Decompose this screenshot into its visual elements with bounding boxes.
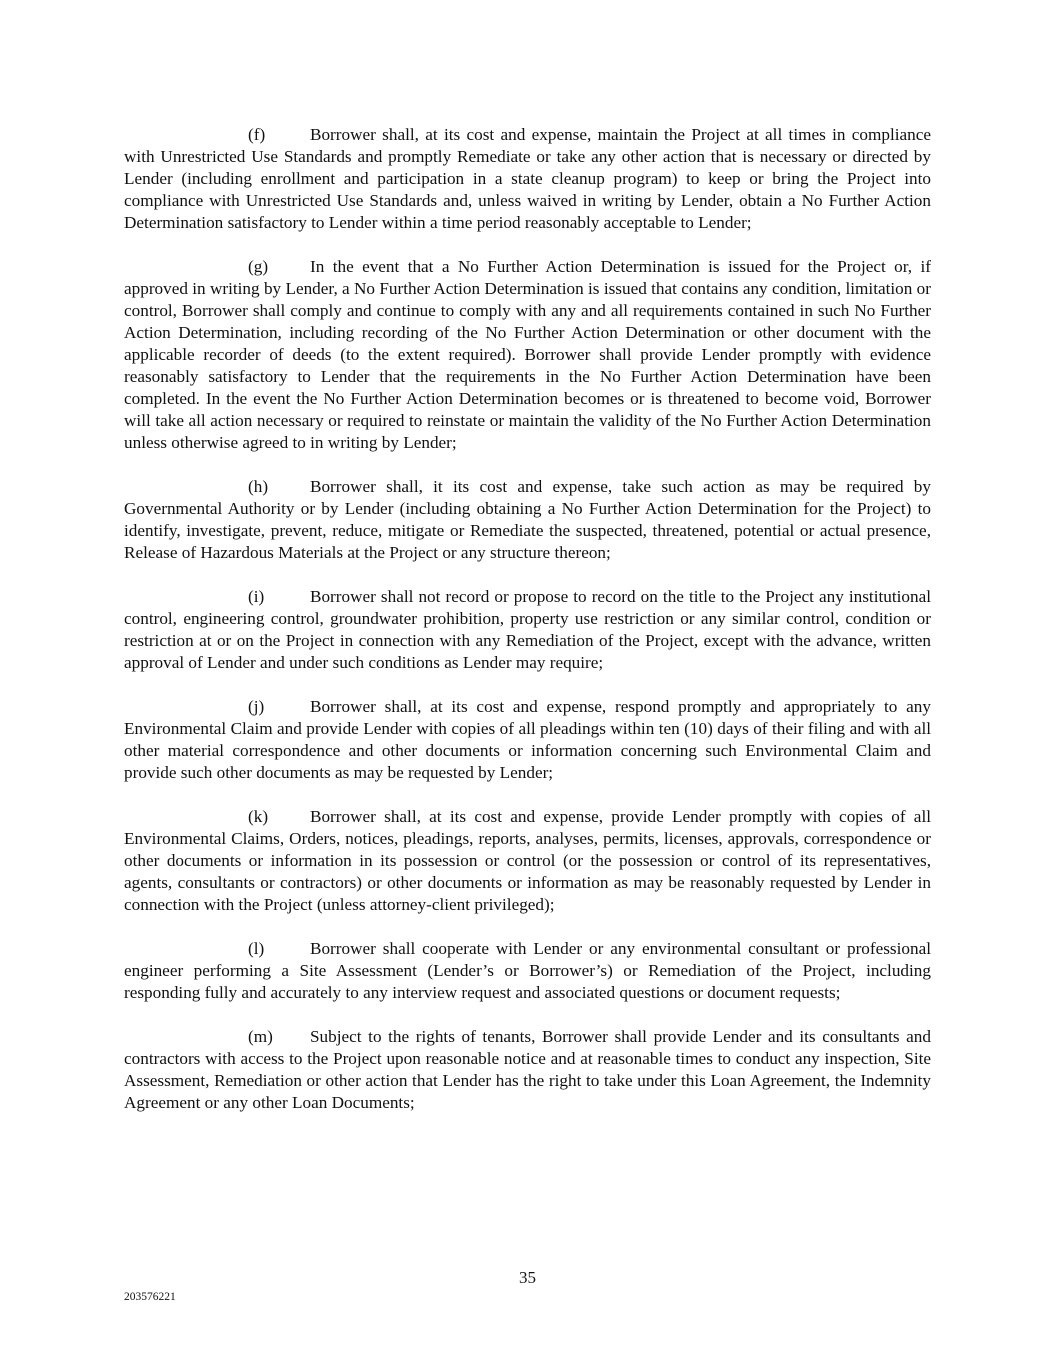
paragraph-text: In the event that a No Further Action Determination is issued for the Project or, if approved in writing by Lender, a No Further Action Determination is issued that contains any condition, limitation or control, Borrower shall comply and continue to comply with any and all requirements contained in such No Further Action Determination, including recording of the No Further Action Determination or other document with the applicable recorder of deeds (to the extent required). Borrower shall provide Lender promptly with evidence reasonably satisfactory to Lender that the requirements in the No Further Action Determination have been completed. In the event the No Further Action Determination becomes or is threatened to become void, Borrower will take all action necessary or required to reinstate or maintain the validity of the No Further Action Determination unless otherwise agreed to in writing by Lender; — [124, 257, 931, 452]
paragraph-k — [124, 806, 931, 916]
page-number: 35 — [519, 1268, 536, 1287]
paragraph-f — [124, 124, 931, 234]
paragraph-l — [124, 938, 931, 1004]
paragraph-label: (j) — [248, 697, 265, 716]
paragraph-label: (f) — [248, 125, 266, 144]
paragraph-label: (g) — [248, 257, 269, 276]
document-id: 203576221 — [124, 1291, 176, 1303]
paragraph-text: Borrower shall, at its cost and expense, maintain the Project at all times in compliance with Unrestricted Use Standards and promptly Remediate or take any other action that is necessary or directed by Lender (including enrollment and participation in a state cleanup program) to keep or bring the Project into compliance with Unrestricted Use Standards and, unless waived in writing by Lender, obtain a No Further Action Determination satisfactory to Lender within a time period reasonably acceptable to Lender; — [124, 125, 931, 232]
paragraph-i — [124, 586, 931, 674]
paragraph-label: (h) — [248, 477, 269, 496]
paragraph-g — [124, 256, 931, 454]
paragraph-m — [124, 1026, 931, 1114]
paragraph-text: Borrower shall, it its cost and expense, take such action as may be required by Governmental Authority or by Lender (including obtaining a No Further Action Determination for the Project) to identify, investigate, prevent, reduce, mitigate or Remediate the suspected, threatened, potential or actual presence, Release of Hazardous Materials at the Project or any structure thereon; — [124, 477, 931, 562]
paragraph-label: (k) — [248, 807, 269, 826]
paragraph-text: Borrower shall, at its cost and expense, respond promptly and appropriately to any Environmental Claim and provide Lender with copies of all pleadings within ten (10) days of their filing and with all other material correspondence and other documents or information concerning such Environmental Claim and provide such other documents as may be requested by Lender; — [124, 697, 931, 782]
paragraph-label: (i) — [248, 587, 265, 606]
paragraph-label: (l) — [248, 939, 265, 958]
paragraph-h — [124, 476, 931, 564]
paragraph-text: Subject to the rights of tenants, Borrower shall provide Lender and its consultants and contractors with access to the Project upon reasonable notice and at reasonable times to conduct any inspection, Site Assessment, Remediation or other action that Lender has the right to take under this Loan Agreement, the Indemnity Agreement or any other Loan Documents; — [124, 1027, 931, 1112]
body-text — [124, 124, 931, 1136]
paragraph-text: Borrower shall not record or propose to record on the title to the Project any institutional control, engineering control, groundwater prohibition, property use restriction or any similar control, condition or restriction at or on the Project in connection with any Remediation of the Project, except with the advance, written approval of Lender and under such conditions as Lender may require; — [124, 587, 931, 672]
paragraph-text: Borrower shall, at its cost and expense, provide Lender promptly with copies of all Environmental Claims, Orders, notices, pleadings, reports, analyses, permits, licenses, approvals, correspondence or other documents or information in its possession or control (or the possession or control of its representatives, agents, consultants or contractors) or other documents or information as may be reasonably requested by Lender in connection with the Project (unless attorney-client privileged); — [124, 807, 931, 914]
paragraph-j — [124, 696, 931, 784]
paragraph-text: Borrower shall cooperate with Lender or any environmental consultant or professional engineer performing a Site Assessment (Lender’s or Borrower’s) or Remediation of the Project, including responding fully and accurately to any interview request and associated questions or document requests; — [124, 939, 931, 1002]
paragraph-label: (m) — [248, 1027, 273, 1046]
